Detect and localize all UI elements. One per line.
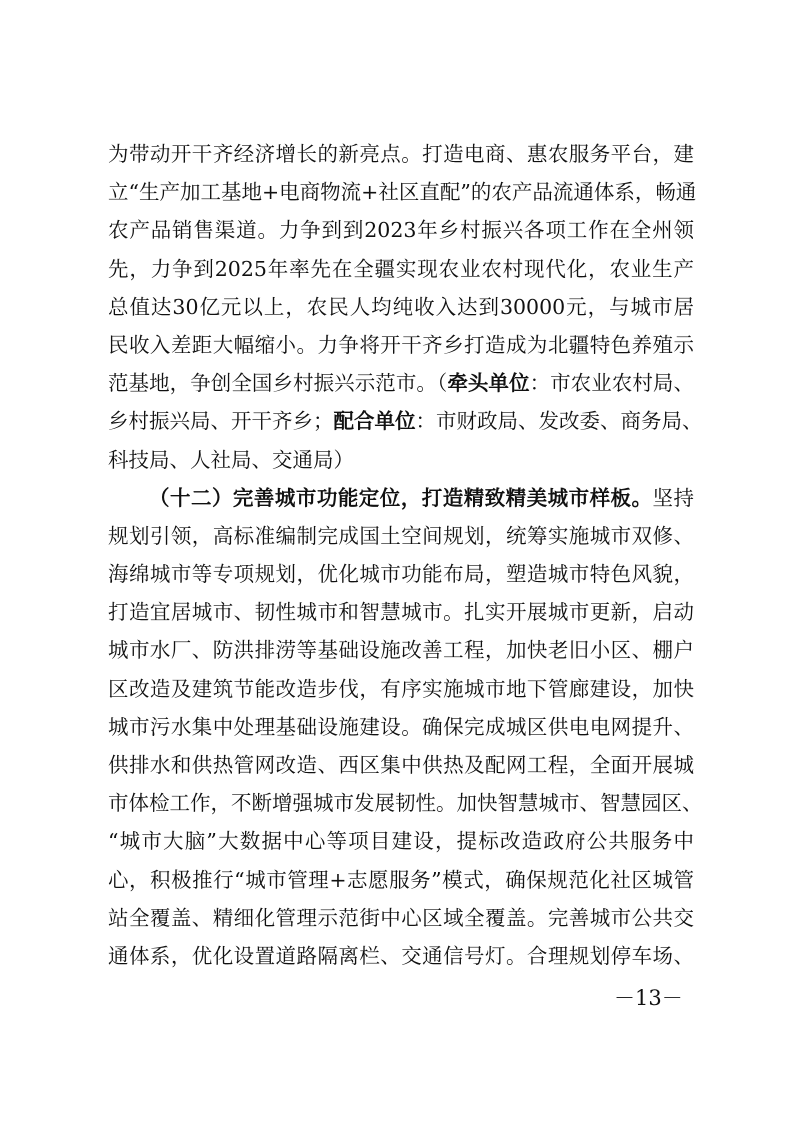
body-text [108, 135, 703, 975]
lead-unit-label: 牵头单位 [447, 371, 530, 396]
text-line: 市体检工作，不断增强城市发展韧性。加快智慧城市、智慧园区、 [108, 791, 703, 816]
text-line: 先，力争到2025年率先在全疆实现农业农村现代化，农业生产 [108, 256, 694, 281]
text-line [108, 402, 703, 440]
lead-unit-text: ：市农业农村局、 [529, 371, 694, 396]
text-line [108, 364, 694, 402]
text-segment: 范基地，争创全国乡村振兴示范市。（ [108, 371, 448, 396]
section-heading: （十二）完善城市功能定位，打造精致精美城市样板。 [149, 485, 653, 510]
partner-unit-label: 配合单位 [333, 409, 416, 434]
paragraph-city-function [108, 479, 703, 975]
text-line: 农产品销售渠道。力争到到2023年乡村振兴各项工作在全州领 [108, 218, 694, 243]
text-line: 打造宜居城市、韧性城市和智慧城市。扎实开展城市更新，启动 [108, 600, 694, 625]
text-line: 总值达30亿元以上，农民人均纯收入达到30000元，与城市居 [108, 294, 694, 319]
paragraph-agriculture [108, 135, 703, 479]
text-segment: 坚持 [652, 485, 695, 510]
text-line: 规划引领，高标准编制完成国土空间规划，统筹实施城市双修、 [108, 523, 694, 548]
text-line: “城市大脑”大数据中心等项目建设，提标改造政府公共服务中 [108, 829, 694, 854]
text-line: 供排水和供热管网改造、西区集中供热及配网工程，全面开展城 [108, 753, 694, 777]
partner-unit-text: ：市财政局、发改委、商务局、 [415, 409, 703, 434]
text-line: 区改造及建筑节能改造步伐，有序实施城市地下管廊建设，加快 [108, 676, 694, 701]
text-line: 心，积极推行“城市管理+志愿服务”模式，确保规范化社区城管 [108, 867, 694, 892]
text-line: 立“生产加工基地+电商物流+社区直配”的农产品流通体系，畅通 [108, 180, 697, 205]
text-line: 站全覆盖、精细化管理示范街中心区域全覆盖。完善城市公共交 [108, 905, 694, 930]
text-line: 城市污水集中处理基础设施建设。确保完成城区供电电网提升、 [108, 714, 694, 739]
text-line: 通体系，优化设置道路隔离栏、交通信号灯。合理规划停车场、 [108, 943, 694, 968]
text-line: 民收入差距大幅缩小。力争将开干齐乡打造成为北疆特色养殖示 [108, 332, 694, 357]
text-segment: 乡村振兴局、开干齐乡； [108, 409, 334, 434]
text-line [108, 479, 694, 517]
text-line: 海绵城市等专项规划，优化城市功能布局，塑造城市特色风貌， [108, 562, 694, 587]
text-line: 城市水厂、防洪排涝等基础设施改善工程，加快老旧小区、棚户 [108, 638, 694, 663]
page-number: －13－ [614, 986, 683, 1010]
text-line: 为带动开干齐经济增长的新亮点。打造电商、惠农服务平台，建 [108, 142, 694, 166]
text-line: 科技局、人社局、交通局） [108, 447, 354, 472]
